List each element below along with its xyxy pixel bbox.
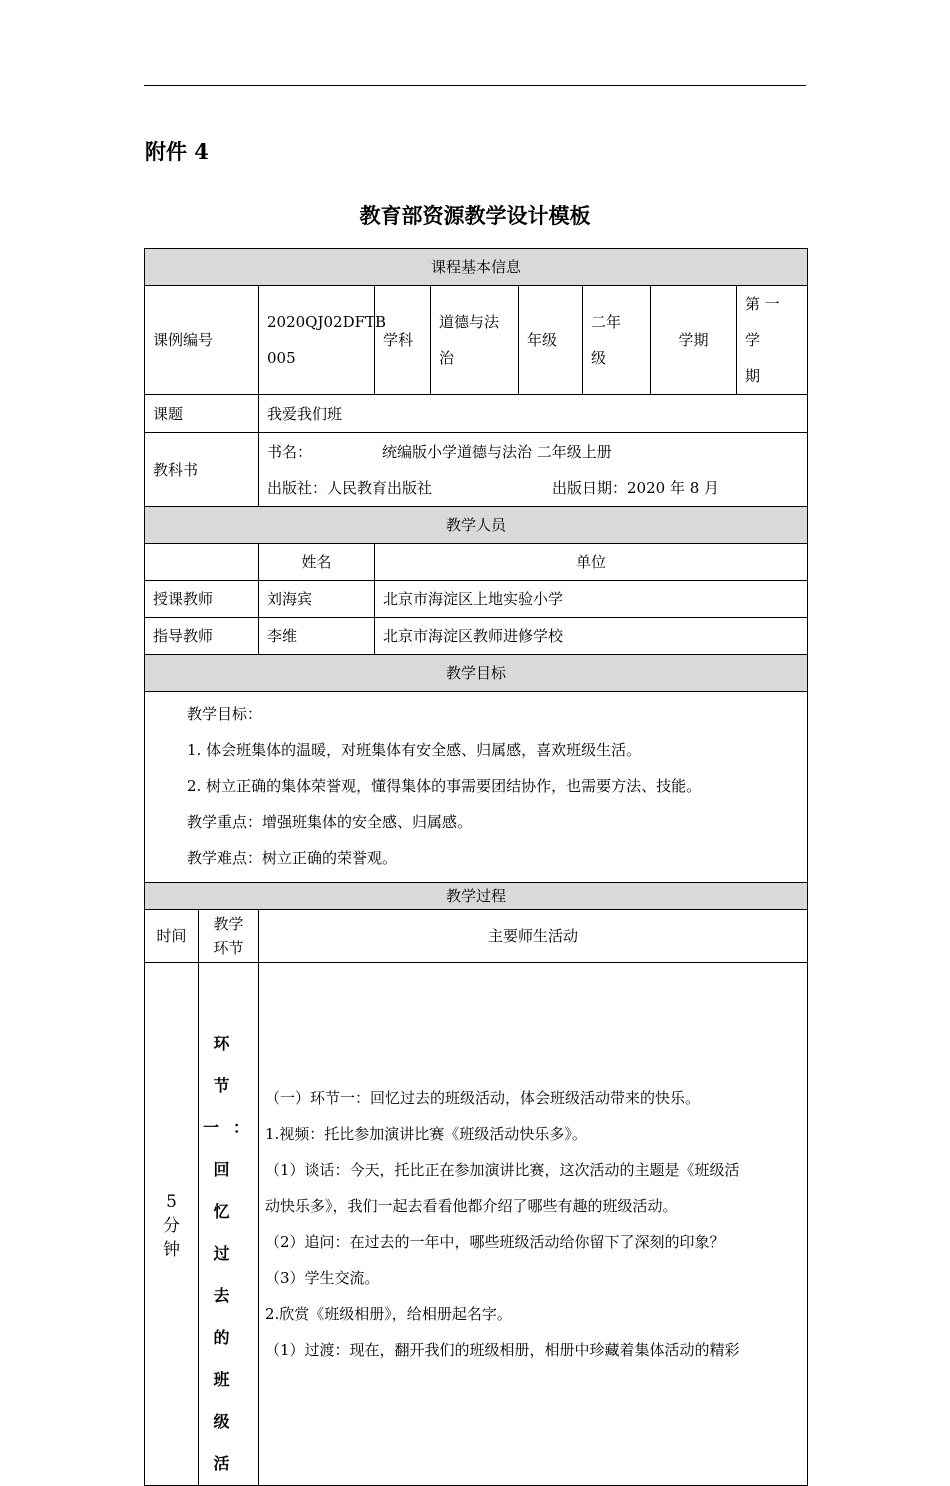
activity-line: 2.欣赏《班级相册》，给相册起名字。 (265, 1305, 512, 1323)
activity-line: （1）过渡：现在，翻开我们的班级相册，相册中珍藏着集体活动的精彩 (265, 1341, 740, 1359)
activity-line: （一）环节一：回忆过去的班级活动，体会班级活动带来的快乐。 (265, 1089, 701, 1107)
book-name-value: 统编版小学道德与法治 二年级上册 (382, 442, 612, 461)
goal-line: 教学难点：树立正确的荣誉观。 (187, 849, 398, 867)
staff-unit: 北京市海淀区上地实验小学 (375, 581, 808, 618)
process-activity-header: 主要师生活动 (259, 910, 808, 963)
staff-role-header (145, 544, 259, 581)
process-time-header: 时间 (145, 910, 199, 963)
goals-content (145, 692, 808, 883)
grade-value: 二年 级 (583, 286, 651, 395)
topic-value: 我爱我们班 (259, 395, 808, 433)
topic-label: 课题 (145, 395, 259, 433)
section-staff: 教学人员 (145, 507, 808, 544)
activity-line: 1.视频：托比参加演讲比赛《班级活动快乐多》。 (265, 1125, 587, 1143)
grade-label: 年级 (519, 286, 583, 395)
textbook-label: 教科书 (145, 433, 259, 507)
goal-line: 2. 树立正确的集体荣誉观，懂得集体的事需要团结协作，也需要方法、技能。 (187, 777, 702, 795)
subject-value: 道德与法 治 (431, 286, 519, 395)
staff-unit-header: 单位 (375, 544, 808, 581)
staff-role: 授课教师 (145, 581, 259, 618)
case-number-label: 课例编号 (145, 286, 259, 395)
attachment-label: 附件 4 (145, 139, 209, 164)
staff-name: 刘海宾 (259, 581, 375, 618)
activity-line: （3）学生交流。 (265, 1269, 380, 1287)
process-segment-header: 教学 环节 (199, 910, 259, 963)
process-activities (259, 963, 808, 1486)
publisher: 出版社：人民教育出版社 (267, 478, 433, 497)
section-basic-info: 课程基本信息 (145, 249, 808, 286)
staff-name: 李维 (259, 618, 375, 655)
activity-line: （2）追问：在过去的一年中，哪些班级活动给你留下了深刻的印象？ (265, 1233, 725, 1251)
process-time: 5 分 钟 (145, 963, 199, 1486)
subject-label: 学科 (375, 286, 431, 395)
header-rule (144, 85, 806, 86)
lesson-design-table (144, 248, 808, 1486)
staff-name-header: 姓名 (259, 544, 375, 581)
goal-line: 1. 体会班集体的温暖，对班集体有安全感、归属感，喜欢班级生活。 (187, 741, 642, 759)
term-value: 第 一 学 期 (737, 286, 808, 395)
goal-line: 教学重点：增强班集体的安全感、归属感。 (187, 813, 473, 831)
activity-line: （1）谈话：今天，托比正在参加演讲比赛，这次活动的主题是《班级活 (265, 1161, 740, 1179)
publish-date: 出版日期：2020 年 8 月 (552, 478, 720, 497)
staff-role: 指导教师 (145, 618, 259, 655)
document-title: 教育部资源教学设计模板 (359, 203, 591, 228)
book-name-label: 书名： (267, 442, 313, 461)
process-segment: 环节 一： 回忆 过去 的班 级活 (199, 963, 259, 1486)
staff-unit: 北京市海淀区教师进修学校 (375, 618, 808, 655)
case-number-value: 2020QJ02DFTB 005 (259, 286, 375, 395)
section-process: 教学过程 (145, 883, 808, 910)
activity-line: 动快乐多》，我们一起去看看他都介绍了哪些有趣的班级活动。 (265, 1197, 678, 1215)
textbook-info (259, 433, 808, 507)
term-label: 学期 (651, 286, 737, 395)
section-goals: 教学目标 (145, 655, 808, 692)
goal-line: 教学目标： (187, 705, 263, 723)
